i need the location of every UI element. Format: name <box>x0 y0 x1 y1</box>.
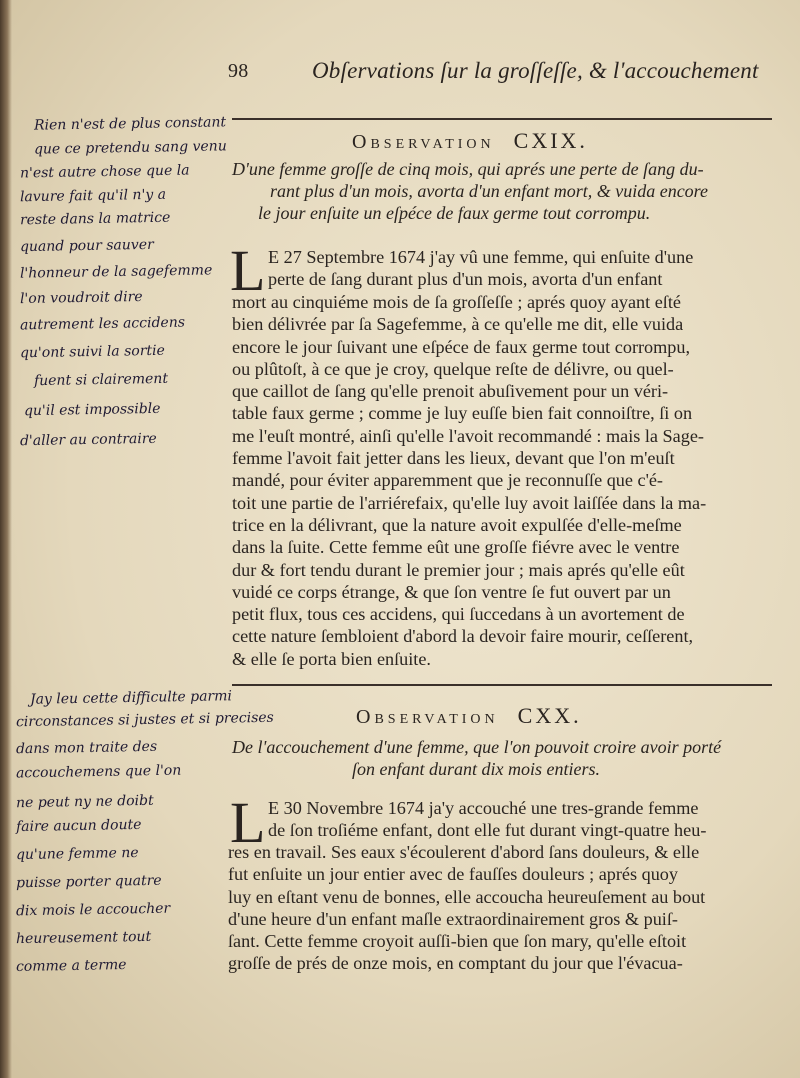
body-line: mort au cinquiéme mois de ſa groſſeſſe ; aprés quoy ayant eſté <box>232 292 681 312</box>
observation-120-summary <box>232 736 721 780</box>
handwritten-note: qu'ont suivi la sortie <box>19 342 165 362</box>
body-line: dur & fort tendu durant le premier jour ; mais aprés qu'elle eût <box>232 559 685 580</box>
summary-line: ſon enfant durant dix mois entiers. <box>352 759 600 779</box>
handwritten-note: circonstances si justes et si precises <box>15 709 274 731</box>
handwritten-note: faire aucun doute <box>15 816 142 836</box>
handwritten-note: quand pour sauver <box>19 236 154 256</box>
body-line: mandé, pour éviter apparemment que je reconnuſſe que c'é- <box>232 470 663 491</box>
observation-number: CXX. <box>517 703 582 728</box>
handwritten-note: dix mois le accoucher <box>15 900 171 920</box>
observation-label: Observation <box>352 131 495 153</box>
body-line: vuidé ce corps étrange, & que ſon ventre ſe fut ouvert par un <box>232 581 671 602</box>
handwritten-note: accouchemens que l'on <box>15 762 182 782</box>
handwritten-note: reste dans la matrice <box>19 209 171 229</box>
body-line: bien délivrée par ſa Sagefemme, à ce qu'elle me dit, elle vuida <box>232 314 684 335</box>
body-line: femme l'avoit fait jetter dans les lieux, devant que l'on m'euſt <box>232 448 675 469</box>
observation-119-summary <box>232 158 708 224</box>
running-title: Obſervations ſur la groſſeſſe, & l'accouchement <box>312 58 759 83</box>
handwritten-note: heureusement tout <box>15 928 152 948</box>
handwritten-note: comme a terme <box>15 957 127 975</box>
body-line: perte de ſang durant plus d'un mois, avorta d'un enfant <box>268 269 663 289</box>
observation-119-body <box>232 291 706 670</box>
observation-number: CXIX. <box>513 128 588 153</box>
observation-label: Observation <box>356 706 499 728</box>
summary-line: rant plus d'un mois, avorta d'un enfant mort, & vuida encore <box>270 181 709 201</box>
page-number: 98 <box>228 60 249 82</box>
summary-line: le jour enſuite un eſpéce de faux germe tout corrompu. <box>258 203 651 223</box>
body-line: ſant. Cette femme croyoit auſſi-bien que ſon mary, qu'elle eſtoit <box>228 931 687 952</box>
body-line: toit une partie de l'arriérefaix, qu'elle luy avoit laiſſée dans la ma- <box>232 492 707 513</box>
body-line: fut enſuite un jour entier avec de fauſſes douleurs ; aprés quoy <box>228 864 678 885</box>
body-line: E 27 Septembre 1674 j'ay vû une femme, qui enſuite d'une <box>268 247 694 267</box>
body-line: res en travail. Ses eaux s'écoulerent d'abord ſans douleurs, & elle <box>228 842 700 862</box>
body-line: ou plûtoſt, à ce que je croy, quelque reſte de délivre, ou quel- <box>232 358 674 379</box>
body-line: me l'euſt montré, ainſi qu'elle l'avoit recommandé : mais la Sage- <box>232 425 704 446</box>
body-line: d'une heure d'un enfant maſle extraordinairement gros & puiſ- <box>228 908 678 929</box>
handwritten-note: ne peut ny ne doibt <box>15 792 154 812</box>
handwritten-note: autrement les accidens <box>19 314 186 334</box>
handwritten-note: puisse porter quatre <box>15 872 162 892</box>
body-line: que caillot de ſang qu'elle prenoit abuſivement pour un véri- <box>232 381 669 402</box>
handwritten-note: qu'il est impossible <box>23 400 161 420</box>
handwritten-note: lavure fait qu'il n'y a <box>19 186 167 206</box>
running-head <box>228 58 788 92</box>
handwritten-note: Rien n'est de plus constant <box>33 114 227 134</box>
handwritten-note: qu'une femme ne <box>15 844 139 864</box>
handwritten-note: Jay leu cette difficulte parmi <box>29 688 233 708</box>
body-line: trice en la délivrant, que la nature avoit expulſée d'elle-meſme <box>232 514 682 535</box>
handwritten-note: n'est autre chose que la <box>19 162 190 182</box>
body-line: groſſe de prés de onze mois, en comptant du jour que l'évacua- <box>228 953 683 974</box>
handwritten-note: l'honneur de la sagefemme <box>19 262 213 282</box>
body-line: dans la ſuite. Cette femme eût une groſſe fiévre avec le ventre <box>232 537 680 558</box>
summary-line: D'une femme groſſe de cinq mois, qui aprés une perte de ſang du- <box>232 159 704 179</box>
observation-120-body <box>228 841 705 975</box>
observation-119-heading <box>352 128 588 154</box>
handwritten-note: dans mon traite des <box>15 738 158 758</box>
body-line: petit flux, tous ces accidens, qui ſuccedans à un avortement de <box>232 604 685 625</box>
body-line: cette nature ſembloient d'abord la devoir faire mourir, ceſſerent, <box>232 626 694 647</box>
body-line: de ſon troſiéme enfant, dont elle fut durant vingt-quatre heu- <box>268 820 707 840</box>
body-line: E 30 Novembre 1674 ja'y accouché une tres-grande femme <box>268 798 699 818</box>
header-rule <box>232 118 772 120</box>
handwritten-note: l'on voudroit dire <box>19 288 143 308</box>
body-line: encore le jour ſuivant une eſpéce de faux germe tout corrompu, <box>232 336 691 357</box>
page-gutter <box>0 0 12 1078</box>
section-rule <box>232 684 772 686</box>
summary-line: De l'accouchement d'une femme, que l'on pouvoit croire avoir porté <box>232 737 722 757</box>
body-line: luy en eſtant venu de bonnes, elle accoucha heureuſement au bout <box>228 886 706 907</box>
body-line: table faux germe ; comme je luy euſſe bien fait connoiſtre, ſi on <box>232 403 693 424</box>
body-line: & elle ſe porta bien enſuite. <box>232 648 431 669</box>
dropcap: L <box>230 790 266 855</box>
handwritten-note: que ce pretendu sang venu <box>33 138 227 158</box>
observation-120-heading <box>356 703 582 729</box>
dropcap: L <box>230 238 266 303</box>
handwritten-note: d'aller au contraire <box>19 430 157 450</box>
handwritten-note: fuent si clairement <box>33 370 169 390</box>
